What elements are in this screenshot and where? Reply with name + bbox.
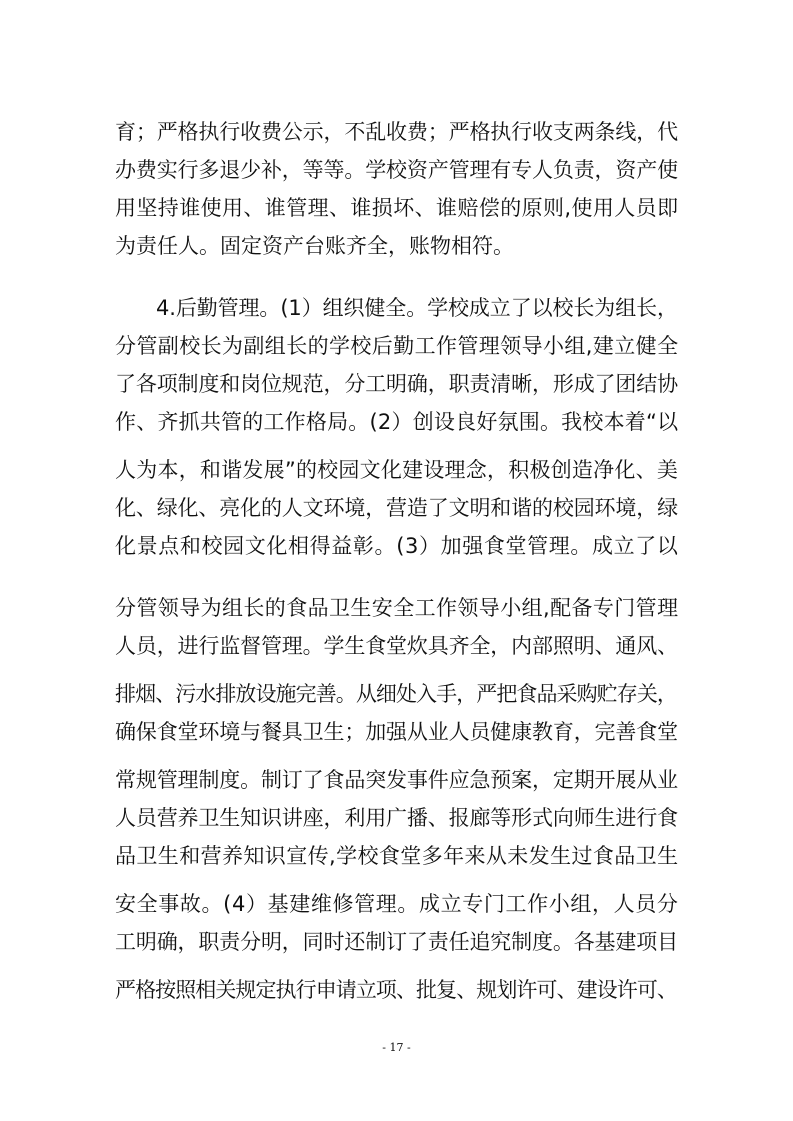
text-line bbox=[0, 365, 793, 403]
text-line-content: 办费实行多退少补，等等。学校资产管理有专人负责，资产使 bbox=[115, 158, 678, 182]
text-line-content: 为责任人。固定资产台账齐全，账物相符。 bbox=[115, 234, 514, 258]
text-line bbox=[0, 713, 793, 751]
text-line bbox=[0, 189, 793, 227]
text-line-content: 化、绿化、亮化的人文环境，营造了文明和谐的校园环境，绿 bbox=[115, 496, 678, 520]
text-line bbox=[0, 151, 793, 189]
text-line-content: 作、齐抓共管的工作格局。(2）创设良好氛围。我校本着“以 bbox=[115, 410, 679, 434]
text-line-content: 工明确，职责分明，同时还制订了责任追究制度。各基建项目 bbox=[115, 930, 678, 954]
text-line-content: 安全事故。(4）基建维修管理。成立专门工作小组，人员分 bbox=[115, 892, 679, 916]
text-line bbox=[0, 971, 793, 1009]
text-line-content: 排烟、污水排放设施完善。从细处入手，严把食品采购贮存关， bbox=[115, 682, 677, 706]
text-line bbox=[0, 589, 793, 627]
text-line bbox=[0, 837, 793, 875]
text-line bbox=[0, 923, 793, 961]
text-line-content: 4.后勤管理。(1）组织健全。学校成立了以校长为组长， bbox=[156, 296, 678, 320]
text-line bbox=[0, 761, 793, 799]
text-line bbox=[0, 489, 793, 527]
text-line-content: 育；严格执行收费公示，不乱收费；严格执行收支两条线，代 bbox=[115, 120, 678, 144]
text-line-content: 了各项制度和岗位规范，分工明确，职责清晰，形成了团结协 bbox=[115, 372, 678, 396]
text-line-content: 人员，进行监督管理。学生食堂炊具齐全，内部照明、通风、 bbox=[115, 634, 678, 658]
text-line bbox=[0, 527, 793, 565]
text-line bbox=[0, 627, 793, 665]
text-line bbox=[0, 327, 793, 365]
text-line-content: 用坚持谁使用、谁管理、谁损坏、谁赔偿的原则,使用人员即 bbox=[115, 196, 679, 220]
text-line-content: 分管副校长为副组长的学校后勤工作管理领导小组,建立健全 bbox=[115, 334, 679, 358]
text-line bbox=[0, 227, 793, 265]
text-line-content: 人员营养卫生知识讲座，利用广播、报廊等形式向师生进行食 bbox=[115, 806, 678, 830]
text-line-content: 化景点和校园文化相得益彰。(3）加强食堂管理。成立了以 bbox=[115, 534, 679, 558]
text-line-content: 确保食堂环境与餐具卫生；加强从业人员健康教育，完善食堂 bbox=[115, 720, 678, 744]
text-line-content: 人为本，和谐发展”的校园文化建设理念，积极创造净化、美 bbox=[115, 458, 679, 482]
text-line-content: 品卫生和营养知识宣传,学校食堂多年来从未发生过食品卫生 bbox=[115, 844, 679, 868]
text-line bbox=[0, 885, 793, 923]
text-line-content: 常规管理制度。制订了食品突发事件应急预案，定期开展从业 bbox=[115, 768, 678, 792]
text-line-content: 严格按照相关规定执行申请立项、批复、规划许可、建设许可、 bbox=[115, 978, 677, 1002]
page-number: - 17 - bbox=[382, 1041, 411, 1054]
text-line-content: 分管领导为组长的食品卫生安全工作领导小组,配备专门管理 bbox=[115, 596, 679, 620]
text-line bbox=[0, 675, 793, 713]
text-line bbox=[0, 799, 793, 837]
text-line bbox=[0, 403, 793, 441]
text-line bbox=[0, 289, 793, 327]
text-line bbox=[0, 451, 793, 489]
text-line bbox=[0, 113, 793, 151]
